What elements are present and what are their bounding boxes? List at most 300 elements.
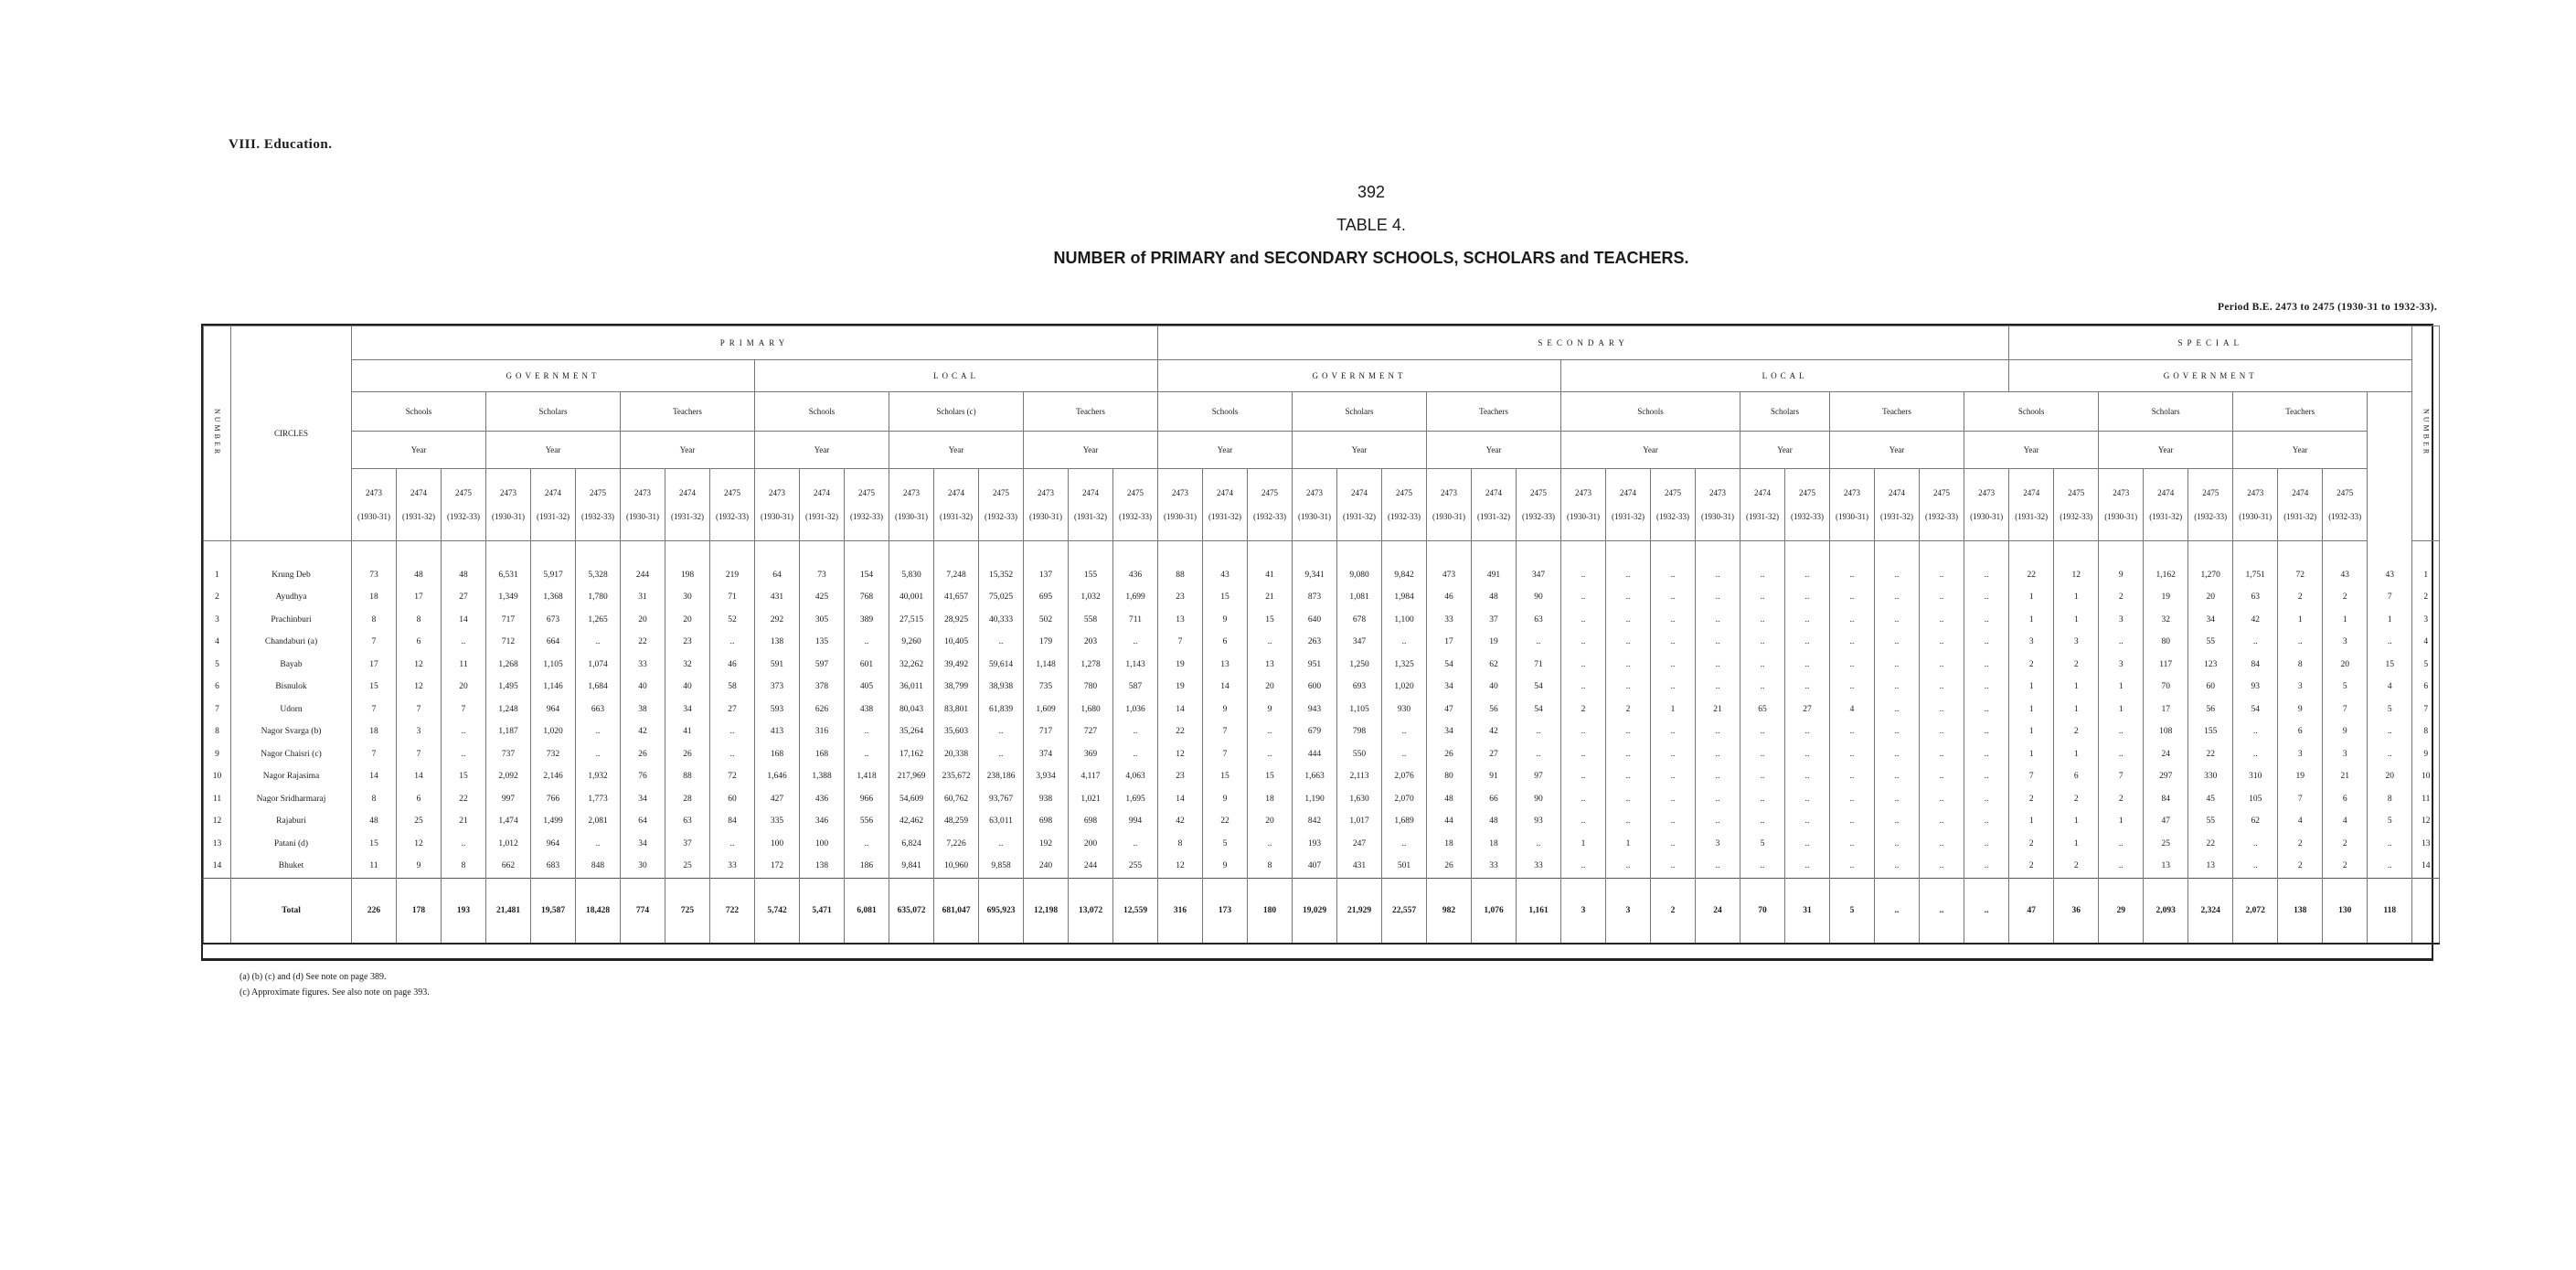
- data-cell: ..: [1830, 586, 1875, 609]
- data-cell: 59,614: [979, 654, 1024, 677]
- data-cell: ..: [1606, 788, 1651, 811]
- data-cell: ..: [1740, 855, 1785, 878]
- data-cell: ..: [2233, 855, 2278, 878]
- data-cell: 662: [486, 855, 531, 878]
- data-cell: 12: [2054, 564, 2099, 587]
- data-cell: ..: [1696, 743, 1740, 766]
- data-cell: 1,680: [1069, 699, 1113, 721]
- data-cell: 1,265: [576, 609, 621, 632]
- number-header-right: NUMBER: [2412, 326, 2440, 541]
- data-cell: 26: [621, 743, 665, 766]
- data-cell: ..: [1651, 564, 1696, 587]
- data-cell: 1,609: [1024, 699, 1069, 721]
- total-cell: 21,481: [486, 878, 531, 944]
- table-row: [204, 765, 2440, 788]
- data-cell: 15,352: [979, 564, 1024, 587]
- data-cell: 735: [1024, 676, 1069, 699]
- data-cell: ..: [1785, 788, 1830, 811]
- data-cell: 679: [1293, 720, 1337, 743]
- category-header-scholars: Scholars: [2099, 392, 2233, 432]
- data-cell: ..: [1875, 699, 1920, 721]
- data-cell: ..: [1964, 855, 2009, 878]
- data-cell: 3: [2099, 654, 2144, 677]
- circle-name: Rajaburi: [231, 810, 352, 833]
- data-cell: ..: [1875, 765, 1920, 788]
- year-column-header: 2475 (1932-33): [2054, 469, 2099, 541]
- data-cell: 9: [1203, 855, 1248, 878]
- data-cell: 168: [800, 743, 845, 766]
- data-cell: 9,858: [979, 855, 1024, 878]
- data-cell: 33: [710, 855, 755, 878]
- data-cell: 46: [1427, 586, 1472, 609]
- total-cell: 22,557: [1382, 878, 1427, 944]
- data-cell: 17: [2144, 699, 2188, 721]
- data-cell: 7: [442, 699, 486, 721]
- data-cell: ..: [2368, 720, 2412, 743]
- data-cell: 491: [1472, 564, 1517, 587]
- data-cell: 93: [2233, 676, 2278, 699]
- data-cell: 1,751: [2233, 564, 2278, 587]
- data-cell: 63: [665, 810, 710, 833]
- data-cell: 1,325: [1382, 654, 1427, 677]
- data-cell: 2: [2054, 788, 2099, 811]
- data-cell: 15: [1248, 765, 1293, 788]
- data-cell: 19: [1472, 631, 1517, 654]
- data-cell: ..: [1696, 810, 1740, 833]
- row-number: 13: [204, 833, 231, 856]
- data-cell: 8: [1158, 833, 1203, 856]
- data-cell: 9,080: [1337, 564, 1382, 587]
- data-cell: 1,663: [1293, 765, 1337, 788]
- data-cell: 664: [531, 631, 576, 654]
- data-cell: ..: [1830, 788, 1875, 811]
- total-cell: 19,029: [1293, 878, 1337, 944]
- year-label: Year: [2099, 432, 2233, 469]
- data-cell: 34: [621, 833, 665, 856]
- data-cell: ..: [1696, 765, 1740, 788]
- total-blank: [2412, 878, 2440, 944]
- data-cell: ..: [1248, 720, 1293, 743]
- year-column-header: 2475 (1932-33): [1920, 469, 1964, 541]
- total-cell: 138: [2278, 878, 2323, 944]
- data-cell: ..: [1875, 720, 1920, 743]
- data-cell: 12: [397, 833, 442, 856]
- data-cell: 41: [665, 720, 710, 743]
- data-cell: 6: [1203, 631, 1248, 654]
- category-header-schools: Schools: [1561, 392, 1740, 432]
- total-cell: 12,198: [1024, 878, 1069, 944]
- data-cell: 10,405: [934, 631, 979, 654]
- data-cell: ..: [1651, 676, 1696, 699]
- total-cell: 13,072: [1069, 878, 1113, 944]
- data-cell: 698: [1024, 810, 1069, 833]
- total-cell: 226: [352, 878, 397, 944]
- total-cell: 130: [2323, 878, 2368, 944]
- data-cell: 172: [755, 855, 800, 878]
- data-cell: ..: [1606, 631, 1651, 654]
- data-cell: ..: [1830, 765, 1875, 788]
- data-cell: 32: [2144, 609, 2188, 632]
- data-cell: ..: [1920, 788, 1964, 811]
- total-cell: 316: [1158, 878, 1203, 944]
- data-cell: 97: [1517, 765, 1561, 788]
- total-cell: 5: [1830, 878, 1875, 944]
- table-row: [204, 855, 2440, 878]
- data-cell: 100: [800, 833, 845, 856]
- data-cell: 1,105: [1337, 699, 1382, 721]
- data-cell: 1,105: [531, 654, 576, 677]
- data-cell: 14: [442, 609, 486, 632]
- data-cell: 22: [2188, 833, 2233, 856]
- data-cell: 18: [352, 720, 397, 743]
- data-cell: 20: [1248, 676, 1293, 699]
- data-cell: 873: [1293, 586, 1337, 609]
- data-cell: 3,934: [1024, 765, 1069, 788]
- data-cell: 1,148: [1024, 654, 1069, 677]
- total-cell: 1,076: [1472, 878, 1517, 944]
- year-label: Year: [1427, 432, 1561, 469]
- data-cell: 26: [1427, 855, 1472, 878]
- data-cell: 135: [800, 631, 845, 654]
- data-cell: 1,695: [1113, 788, 1158, 811]
- data-cell: 44: [1427, 810, 1472, 833]
- data-cell: ..: [1561, 743, 1606, 766]
- data-cell: 235,672: [934, 765, 979, 788]
- data-cell: ..: [1875, 586, 1920, 609]
- data-cell: ..: [1740, 654, 1785, 677]
- data-cell: 1: [2009, 699, 2054, 721]
- schools-table: [203, 326, 2440, 944]
- data-cell: 91: [1472, 765, 1517, 788]
- row-number: 1: [204, 564, 231, 587]
- row-number: 11: [204, 788, 231, 811]
- data-cell: ..: [1248, 631, 1293, 654]
- data-cell: 9,260: [889, 631, 934, 654]
- data-cell: ..: [2099, 720, 2144, 743]
- data-cell: 7: [2368, 586, 2412, 609]
- data-cell: ..: [442, 743, 486, 766]
- total-cell: 173: [1203, 878, 1248, 944]
- data-cell: ..: [1964, 720, 2009, 743]
- data-cell: 12: [1158, 743, 1203, 766]
- data-cell: 389: [845, 609, 889, 632]
- number-header-left: NUMBER: [204, 326, 231, 541]
- total-cell: 2,324: [2188, 878, 2233, 944]
- data-cell: 56: [1472, 699, 1517, 721]
- data-cell: ..: [1696, 654, 1740, 677]
- data-cell: 56: [2188, 699, 2233, 721]
- total-label: Total: [231, 878, 352, 944]
- data-cell: 1,190: [1293, 788, 1337, 811]
- data-cell: 64: [621, 810, 665, 833]
- data-cell: ..: [1785, 810, 1830, 833]
- year-column-header: 2473 (1930-31): [1830, 469, 1875, 541]
- data-cell: ..: [1561, 609, 1606, 632]
- data-cell: ..: [1696, 720, 1740, 743]
- data-cell: ..: [1920, 743, 1964, 766]
- total-cell: 982: [1427, 878, 1472, 944]
- data-cell: 3: [2323, 631, 2368, 654]
- total-cell: 695,923: [979, 878, 1024, 944]
- data-cell: 330: [2188, 765, 2233, 788]
- data-cell: 1,499: [531, 810, 576, 833]
- data-cell: 1,699: [1113, 586, 1158, 609]
- data-cell: 737: [486, 743, 531, 766]
- data-cell: 20: [621, 609, 665, 632]
- data-cell: 502: [1024, 609, 1069, 632]
- row-number: 3: [204, 609, 231, 632]
- data-cell: 640: [1293, 609, 1337, 632]
- secondary-government-header: GOVERNMENT: [1158, 360, 1561, 392]
- data-cell: 1: [2054, 810, 2099, 833]
- data-cell: 18: [1472, 833, 1517, 856]
- data-cell: 768: [845, 586, 889, 609]
- data-cell: 966: [845, 788, 889, 811]
- special-government-header: GOVERNMENT: [2009, 360, 2412, 392]
- total-cell: 24: [1696, 878, 1740, 944]
- data-cell: ..: [1785, 855, 1830, 878]
- data-cell: 5: [2368, 810, 2412, 833]
- year-label: Year: [889, 432, 1024, 469]
- year-label: Year: [2233, 432, 2368, 469]
- data-cell: 1,250: [1337, 654, 1382, 677]
- data-cell: 43: [2323, 564, 2368, 587]
- row-number: 9: [204, 743, 231, 766]
- data-cell: 55: [2188, 810, 2233, 833]
- data-cell: 4: [1830, 699, 1875, 721]
- data-cell: 20: [665, 609, 710, 632]
- data-cell: 34: [665, 699, 710, 721]
- data-cell: 54: [1517, 699, 1561, 721]
- footnotes: [240, 969, 430, 1000]
- table-row: [204, 720, 2440, 743]
- data-cell: 58: [710, 676, 755, 699]
- data-cell: 23: [1158, 586, 1203, 609]
- data-cell: ..: [1740, 765, 1785, 788]
- data-cell: 1: [2054, 699, 2099, 721]
- data-cell: ..: [1964, 586, 2009, 609]
- data-cell: 3: [2009, 631, 2054, 654]
- year-column-header: 2474 (1931-32): [2278, 469, 2323, 541]
- data-cell: 1: [2054, 743, 2099, 766]
- data-cell: 9: [397, 855, 442, 878]
- data-cell: 47: [1427, 699, 1472, 721]
- row-number: 7: [204, 699, 231, 721]
- total-cell: ..: [1875, 878, 1920, 944]
- data-cell: 54: [1427, 654, 1472, 677]
- circle-name: Ayudhya: [231, 586, 352, 609]
- total-cell: 5,742: [755, 878, 800, 944]
- category-header-schools: Schools: [1158, 392, 1293, 432]
- data-cell: ..: [1830, 833, 1875, 856]
- data-cell: 1,032: [1069, 586, 1113, 609]
- data-cell: 15: [1203, 586, 1248, 609]
- data-cell: 711: [1113, 609, 1158, 632]
- data-cell: ..: [710, 631, 755, 654]
- data-cell: 1,349: [486, 586, 531, 609]
- data-cell: 217,969: [889, 765, 934, 788]
- data-cell: 2: [2099, 788, 2144, 811]
- data-cell: 2: [2054, 855, 2099, 878]
- total-cell: 2,093: [2144, 878, 2188, 944]
- data-cell: 436: [800, 788, 845, 811]
- data-cell: 1,074: [576, 654, 621, 677]
- total-row: [204, 878, 2440, 944]
- year-column-header: 2473 (1930-31): [1024, 469, 1069, 541]
- data-cell: ..: [1651, 765, 1696, 788]
- data-cell: 25: [665, 855, 710, 878]
- data-cell: 71: [710, 586, 755, 609]
- data-cell: ..: [1651, 586, 1696, 609]
- row-number: 3: [2412, 609, 2440, 632]
- total-cell: 725: [665, 878, 710, 944]
- data-cell: ..: [1382, 720, 1427, 743]
- data-cell: ..: [576, 743, 621, 766]
- data-cell: 32,262: [889, 654, 934, 677]
- data-cell: 316: [800, 720, 845, 743]
- data-cell: ..: [2233, 720, 2278, 743]
- data-cell: 7: [2278, 788, 2323, 811]
- data-cell: 40: [1472, 676, 1517, 699]
- data-cell: 964: [531, 699, 576, 721]
- data-cell: 28: [665, 788, 710, 811]
- data-cell: 48: [1472, 586, 1517, 609]
- data-cell: ..: [1785, 609, 1830, 632]
- year-column-header: 2474 (1931-32): [1069, 469, 1113, 541]
- circle-name: Nagor Sridharmaraj: [231, 788, 352, 811]
- special-header: SPECIAL: [2009, 326, 2412, 360]
- data-cell: 20: [442, 676, 486, 699]
- data-cell: 2,081: [576, 810, 621, 833]
- data-cell: ..: [1651, 631, 1696, 654]
- data-cell: 34: [2188, 609, 2233, 632]
- data-cell: ..: [2099, 631, 2144, 654]
- data-cell: 15: [442, 765, 486, 788]
- total-cell: 681,047: [934, 878, 979, 944]
- circle-name: Udorn: [231, 699, 352, 721]
- data-cell: 8: [2368, 788, 2412, 811]
- data-cell: 1: [2099, 810, 2144, 833]
- total-cell: 47: [2009, 878, 2054, 944]
- data-cell: 8: [442, 855, 486, 878]
- data-cell: ..: [710, 720, 755, 743]
- data-cell: 4: [2368, 676, 2412, 699]
- data-cell: 52: [710, 609, 755, 632]
- data-cell: 23: [665, 631, 710, 654]
- data-cell: 842: [1293, 810, 1337, 833]
- data-cell: 20: [2323, 654, 2368, 677]
- table-row: [204, 564, 2440, 587]
- year-column-header: 2473 (1930-31): [1964, 469, 2009, 541]
- data-cell: 90: [1517, 586, 1561, 609]
- data-cell: 14: [1203, 676, 1248, 699]
- data-cell: ..: [1606, 586, 1651, 609]
- data-cell: 263: [1293, 631, 1337, 654]
- row-number: 1: [2412, 564, 2440, 587]
- data-cell: 1,932: [576, 765, 621, 788]
- category-header-schools: Schools: [755, 392, 889, 432]
- data-cell: 9: [2323, 720, 2368, 743]
- data-cell: 305: [800, 609, 845, 632]
- data-cell: 930: [1382, 699, 1427, 721]
- data-cell: 591: [755, 654, 800, 677]
- data-cell: 1,684: [576, 676, 621, 699]
- data-cell: ..: [1606, 720, 1651, 743]
- data-cell: ..: [1830, 654, 1875, 677]
- data-cell: ..: [1830, 720, 1875, 743]
- data-cell: 34: [621, 788, 665, 811]
- circle-name: Bisnulok: [231, 676, 352, 699]
- data-cell: 90: [1517, 788, 1561, 811]
- total-cell: 118: [2368, 878, 2412, 944]
- data-cell: ..: [1875, 564, 1920, 587]
- data-cell: ..: [845, 720, 889, 743]
- data-cell: 30: [665, 586, 710, 609]
- secondary-header: SECONDARY: [1158, 326, 2009, 360]
- data-cell: 994: [1113, 810, 1158, 833]
- data-cell: 5,917: [531, 564, 576, 587]
- data-cell: ..: [979, 743, 1024, 766]
- data-cell: 41,657: [934, 586, 979, 609]
- data-cell: ..: [1651, 833, 1696, 856]
- data-cell: 1,270: [2188, 564, 2233, 587]
- data-cell: ..: [1517, 743, 1561, 766]
- data-cell: 1: [1561, 833, 1606, 856]
- data-cell: ..: [1875, 855, 1920, 878]
- data-cell: 2,076: [1382, 765, 1427, 788]
- data-cell: 84: [2144, 788, 2188, 811]
- year-column-header: 2473 (1930-31): [1158, 469, 1203, 541]
- row-number: 2: [2412, 586, 2440, 609]
- data-cell: 431: [1337, 855, 1382, 878]
- data-cell: 732: [531, 743, 576, 766]
- row-number: 12: [2412, 810, 2440, 833]
- data-cell: 117: [2144, 654, 2188, 677]
- data-cell: 55: [2188, 631, 2233, 654]
- data-cell: ..: [2233, 743, 2278, 766]
- row-number: 2: [204, 586, 231, 609]
- footnote: (a) (b) (c) and (d) See note on page 389.: [240, 972, 387, 982]
- data-cell: 43: [2368, 564, 2412, 587]
- data-cell: 7: [2323, 699, 2368, 721]
- data-cell: ..: [710, 743, 755, 766]
- data-cell: 17: [397, 586, 442, 609]
- data-cell: 38,938: [979, 676, 1024, 699]
- data-cell: ..: [1830, 810, 1875, 833]
- data-cell: ..: [1964, 699, 2009, 721]
- data-cell: 247: [1337, 833, 1382, 856]
- data-cell: 19: [1158, 654, 1203, 677]
- data-cell: 3: [2054, 631, 2099, 654]
- data-cell: 1,495: [486, 676, 531, 699]
- data-cell: ..: [1606, 810, 1651, 833]
- data-cell: 7: [352, 743, 397, 766]
- data-cell: 154: [845, 564, 889, 587]
- data-cell: ..: [1606, 654, 1651, 677]
- data-cell: ..: [1964, 631, 2009, 654]
- data-cell: 60: [710, 788, 755, 811]
- data-cell: ..: [1696, 564, 1740, 587]
- data-cell: 1,081: [1337, 586, 1382, 609]
- data-cell: 2,092: [486, 765, 531, 788]
- data-cell: 64: [755, 564, 800, 587]
- data-cell: ..: [1785, 676, 1830, 699]
- category-header-schools: Schools: [1964, 392, 2099, 432]
- year-column-header: 2474 (1931-32): [1740, 469, 1785, 541]
- data-cell: 22: [1203, 810, 1248, 833]
- secondary-local-header: LOCAL: [1561, 360, 2009, 392]
- circle-name: Bayab: [231, 654, 352, 677]
